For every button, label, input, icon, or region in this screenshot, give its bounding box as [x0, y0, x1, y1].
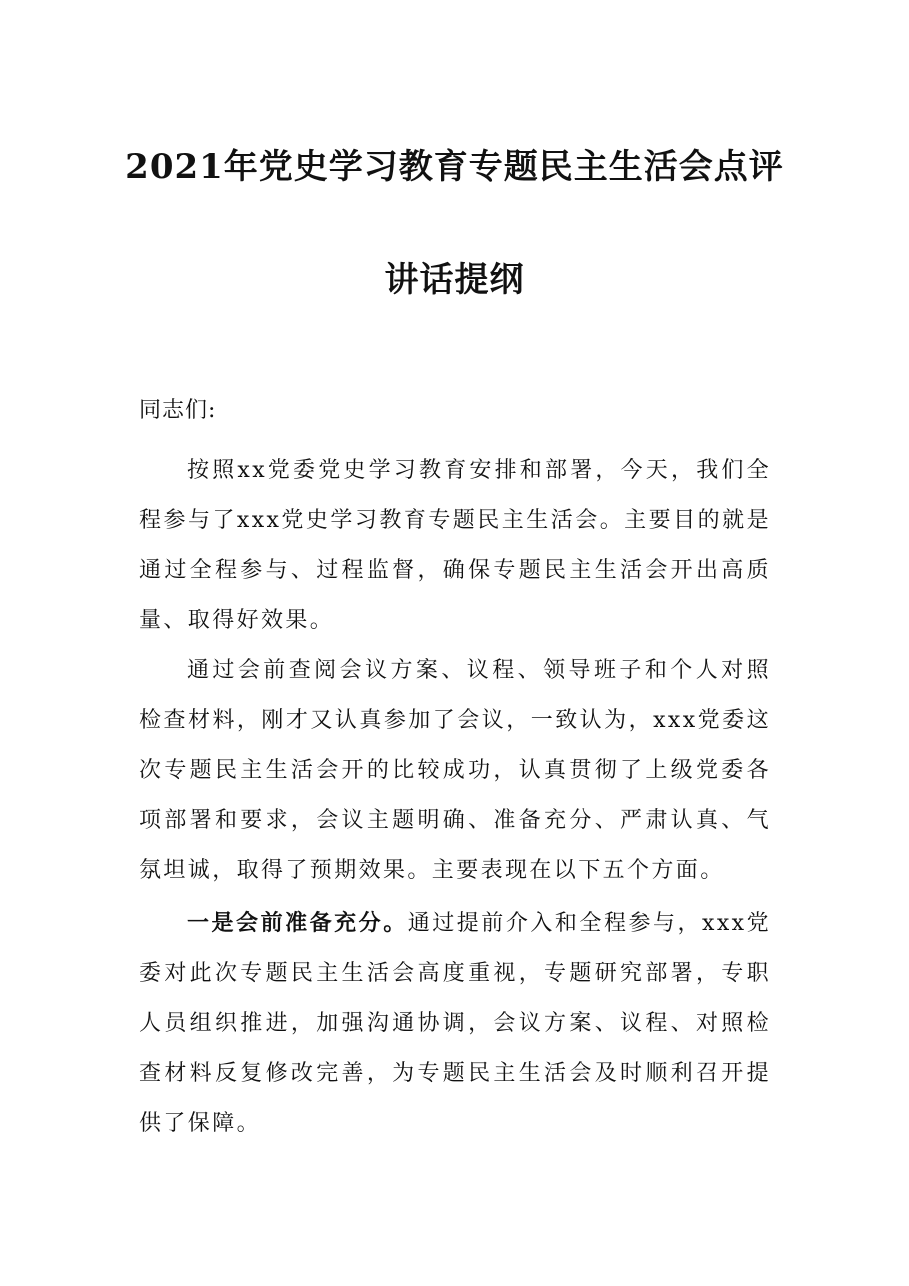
document-title-line-2: 讲话提纲	[384, 260, 525, 300]
paragraph-1-text: 按照xx党委党史学习教育安排和部署，今天，我们全程参与了xxx党史学习教育专题民主生活会。主要目的就是通过全程参与、过程监督，确保专题民主生活会开出高质量、取得好效果。	[139, 458, 771, 633]
paragraph-2	[139, 646, 771, 896]
salutation: 同志们:	[139, 398, 217, 423]
paragraph-2-text: 通过会前查阅会议方案、议程、领导班子和个人对照检查材料，刚才又认真参加了会议，一致认为，xxx党委这次专题民主生活会开的比较成功，认真贯彻了上级党委各项部署和要求，会议主题明确、准备充分、严肃认真、气氛坦诚，取得了预期效果。主要表现在以下五个方面。	[139, 658, 771, 883]
paragraph-3	[139, 898, 771, 1149]
paragraph-3-lead: 一是会前准备充分。	[187, 910, 408, 936]
paragraph-1	[139, 446, 771, 646]
paragraph-3-text: 通过提前介入和全程参与，xxx党委对此次专题民主生活会高度重视，专题研究部署，专职人员组织推进，加强沟通协调，会议方案、议程、对照检查材料反复修改完善，为专题民主生活会及时顺利召开提供了保障。	[139, 911, 771, 1136]
document-title-line-1: 2021年党史学习教育专题民主生活会点评	[125, 147, 784, 187]
